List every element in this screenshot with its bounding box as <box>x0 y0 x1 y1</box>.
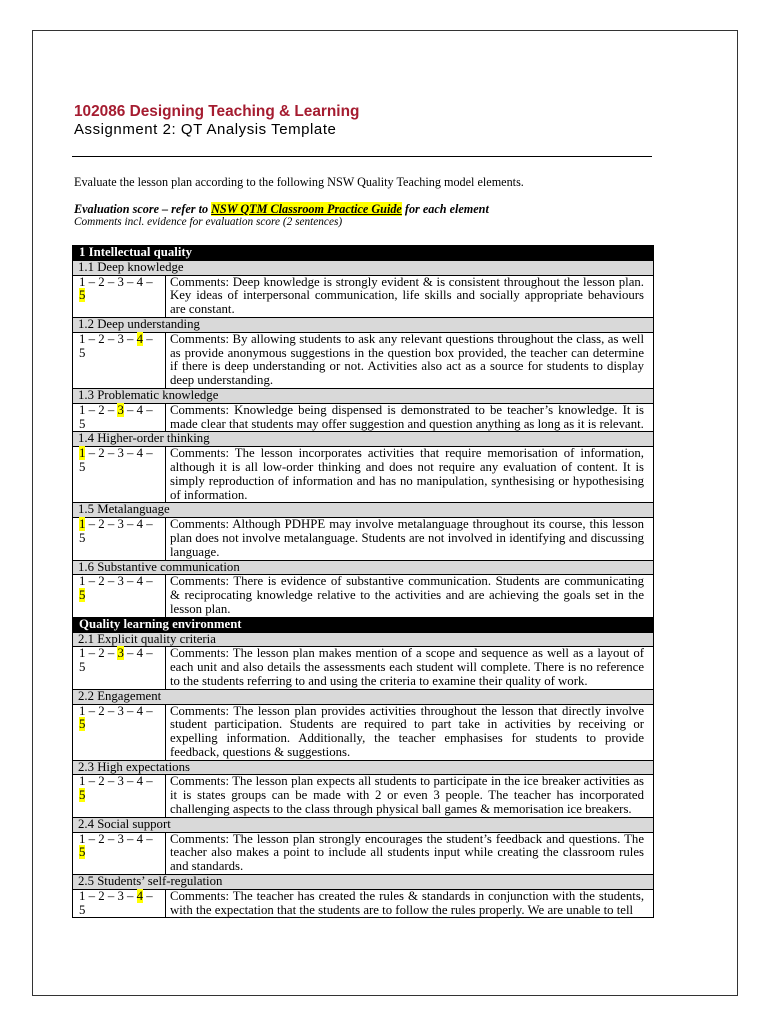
score-scale <box>73 518 166 560</box>
score-separator: – <box>146 774 153 789</box>
criterion-label: 1.2 Deep understanding <box>73 317 654 332</box>
score-option-1: 1 <box>79 774 86 789</box>
criterion-comment: Comments: The lesson plan makes mention of a scope and sequence as well as a layout of each unit and also details the assessments each student will complete. There is no reference to the students referring to and using the criteria to examine their quality of work. <box>166 647 654 689</box>
criterion-label: 1.5 Metalanguage <box>73 503 654 518</box>
score-separator: – <box>88 446 96 461</box>
score-option-1: 1 <box>79 331 86 346</box>
score-separator: – <box>88 402 96 417</box>
score-option-5: 5 <box>79 288 86 303</box>
score-separator: – <box>107 274 115 289</box>
score-option-5: 5 <box>79 660 86 675</box>
section-header-row <box>73 246 654 261</box>
score-option-4: 4 <box>136 331 144 346</box>
score-scale <box>73 889 166 918</box>
criterion-row <box>73 760 654 775</box>
score-separator: – <box>146 402 153 417</box>
criterion-label: 2.2 Engagement <box>73 689 654 704</box>
score-option-5: 5 <box>79 459 86 474</box>
criterion-comment: Comments: The teacher has created the rules & standards in conjunction with the students, with the expectation that the students are to follow the rules properly. We are unable to tell <box>166 889 654 918</box>
score-option-3: 3 <box>117 331 124 346</box>
score-option-2: 2 <box>98 831 105 846</box>
score-option-3: 3 <box>117 274 124 289</box>
criterion-comment: Comments: Although PDHPE may involve metalanguage throughout its course, this lesson plan does not involve metalanguage. Students are not involved in identifying and discussing language. <box>166 518 654 560</box>
score-option-1: 1 <box>79 517 86 532</box>
score-option-3: 3 <box>117 646 124 661</box>
score-separator: – <box>146 646 153 661</box>
score-separator: – <box>88 517 96 532</box>
score-option-2: 2 <box>98 574 105 589</box>
score-option-4: 4 <box>136 517 144 532</box>
score-separator: – <box>127 574 134 589</box>
score-option-1: 1 <box>79 703 86 718</box>
score-option-5: 5 <box>79 788 86 803</box>
score-option-2: 2 <box>98 646 105 661</box>
criterion-comment: Comments: The lesson incorporates activities that require memorisation of information, although it is all low-order thinking and does not require any evaluation of content. It is simply reproduction of information and has no manipulation, synthesising or hypothesising of information. <box>166 447 654 503</box>
evaluation-score-instruction <box>74 202 489 216</box>
criterion-comment: Comments: The lesson plan strongly encourages the student’s feedback and questions. The teacher also makes a point to include all students input while creating the classroom rules and standards. <box>166 832 654 874</box>
score-option-3: 3 <box>117 402 124 417</box>
score-option-5: 5 <box>79 416 86 431</box>
score-separator: – <box>88 274 96 289</box>
score-separator: – <box>146 703 153 718</box>
score-separator: – <box>127 274 134 289</box>
criterion-row <box>73 317 654 332</box>
score-separator: – <box>107 646 115 661</box>
score-scale <box>73 447 166 503</box>
score-option-5: 5 <box>79 588 86 603</box>
document-subtitle: Assignment 2: QT Analysis Template <box>74 121 337 138</box>
score-option-5: 5 <box>79 845 86 860</box>
criterion-evaluation-row <box>73 647 654 689</box>
criterion-comment: Comments: The lesson plan expects all students to participate in the ice breaker activities as it is states groups can be made with 2 or even 3 people. The teacher has incorporated challenging aspects to the class through physical ball games & memorisation ice breakers. <box>166 775 654 817</box>
document-title: 102086 Designing Teaching & Learning <box>74 103 360 120</box>
score-separator: – <box>107 888 115 903</box>
score-option-4: 4 <box>136 446 144 461</box>
score-scale <box>73 275 166 317</box>
score-scale <box>73 647 166 689</box>
criterion-label: 2.1 Explicit quality criteria <box>73 632 654 647</box>
score-option-2: 2 <box>98 446 105 461</box>
score-option-5: 5 <box>79 530 86 545</box>
score-separator: – <box>88 574 96 589</box>
score-separator: – <box>146 574 153 589</box>
score-separator: – <box>146 274 153 289</box>
score-option-2: 2 <box>98 703 105 718</box>
criterion-label: 2.4 Social support <box>73 817 654 832</box>
score-option-1: 1 <box>79 402 86 417</box>
score-option-1: 1 <box>79 574 86 589</box>
score-option-4: 4 <box>136 274 144 289</box>
score-separator: – <box>107 517 115 532</box>
criterion-row <box>73 260 654 275</box>
score-option-1: 1 <box>79 274 86 289</box>
criterion-evaluation-row <box>73 275 654 317</box>
score-scale <box>73 775 166 817</box>
criterion-evaluation-row <box>73 332 654 388</box>
criterion-evaluation-row <box>73 403 654 432</box>
score-option-3: 3 <box>117 703 124 718</box>
criterion-evaluation-row <box>73 832 654 874</box>
score-separator: – <box>107 574 115 589</box>
score-option-4: 4 <box>136 402 144 417</box>
title-divider <box>72 156 652 157</box>
score-option-3: 3 <box>117 774 124 789</box>
score-instruction-suffix: for each element <box>404 202 489 216</box>
score-separator: – <box>127 446 134 461</box>
criterion-row <box>73 689 654 704</box>
criterion-row <box>73 817 654 832</box>
score-separator: – <box>146 517 153 532</box>
criterion-comment: Comments: There is evidence of substantive communication. Students are communicating & reciprocating knowledge relative to the activities and are achieving the goals set in the lesson plan. <box>166 575 654 617</box>
score-separator: – <box>88 646 96 661</box>
criterion-row <box>73 503 654 518</box>
score-option-3: 3 <box>117 446 124 461</box>
score-option-5: 5 <box>79 717 86 732</box>
score-scale <box>73 832 166 874</box>
score-option-4: 4 <box>136 703 144 718</box>
criterion-evaluation-row <box>73 575 654 617</box>
score-separator: – <box>107 703 115 718</box>
score-option-4: 4 <box>136 831 144 846</box>
score-instruction-prefix: Evaluation score – refer to <box>74 202 209 216</box>
score-option-5: 5 <box>79 345 86 360</box>
criterion-comment: Comments: Knowledge being dispensed is demonstrated to be teacher’s knowledge. It is made clear that students may offer suggestion and question anything as long as it is relevant. <box>166 403 654 432</box>
score-option-2: 2 <box>98 888 105 903</box>
score-scale <box>73 575 166 617</box>
comments-note: Comments incl. evidence for evaluation score (2 sentences) <box>74 216 343 228</box>
criterion-comment: Comments: Deep knowledge is strongly evident & is consistent throughout the lesson plan. Key ideas of interpersonal communication, life skills and socially appropriate behaviours are constant. <box>166 275 654 317</box>
score-separator: – <box>127 402 134 417</box>
score-option-2: 2 <box>98 517 105 532</box>
score-scale <box>73 332 166 388</box>
score-option-2: 2 <box>98 774 105 789</box>
criterion-row <box>73 432 654 447</box>
criterion-label: 2.5 Students’ self-regulation <box>73 875 654 890</box>
score-scale <box>73 704 166 760</box>
criterion-label: 1.4 Higher-order thinking <box>73 432 654 447</box>
score-separator: – <box>107 831 115 846</box>
section-header-row <box>73 617 654 632</box>
score-option-4: 4 <box>136 888 144 903</box>
criterion-label: 1.1 Deep knowledge <box>73 260 654 275</box>
score-separator: – <box>107 774 115 789</box>
score-option-2: 2 <box>98 402 105 417</box>
criterion-evaluation-row <box>73 447 654 503</box>
criterion-label: 1.6 Substantive communication <box>73 560 654 575</box>
criterion-row <box>73 388 654 403</box>
criterion-evaluation-row <box>73 704 654 760</box>
score-scale <box>73 403 166 432</box>
criterion-evaluation-row <box>73 518 654 560</box>
score-option-4: 4 <box>136 774 144 789</box>
criterion-evaluation-row <box>73 775 654 817</box>
criterion-evaluation-row <box>73 889 654 918</box>
score-option-3: 3 <box>117 517 124 532</box>
criterion-label: 1.3 Problematic knowledge <box>73 388 654 403</box>
criterion-row <box>73 560 654 575</box>
score-separator: – <box>127 703 134 718</box>
score-separator: – <box>88 703 96 718</box>
classroom-practice-guide-reference: NSW QTM Classroom Practice Guide <box>211 202 402 216</box>
section-title: Quality learning environment <box>73 617 654 632</box>
score-separator: – <box>127 831 134 846</box>
score-separator: – <box>88 831 96 846</box>
section-title: 1 Intellectual quality <box>73 246 654 261</box>
score-separator: – <box>127 646 134 661</box>
score-option-1: 1 <box>79 888 86 903</box>
score-separator: – <box>146 888 153 903</box>
score-option-3: 3 <box>117 831 124 846</box>
score-separator: – <box>88 331 96 346</box>
qt-analysis-table-body <box>73 246 654 918</box>
score-separator: – <box>88 774 96 789</box>
score-separator: – <box>127 331 134 346</box>
score-separator: – <box>127 774 134 789</box>
criterion-comment: Comments: By allowing students to ask any relevant questions throughout the class, as well as provide anonymous suggestions in the question box provided, the teacher can determine if there is deep understanding or not. Activities also act as a source for students to display deep understanding. <box>166 332 654 388</box>
criterion-comment: Comments: The lesson plan provides activities throughout the lesson that directly involve student participation. Students are required to part take in activities by receiving or expelling information. Additionally, the teacher emphasises for students to provide feedback, questions & suggestions. <box>166 704 654 760</box>
score-option-1: 1 <box>79 831 86 846</box>
qt-analysis-table <box>72 245 654 918</box>
criterion-row <box>73 632 654 647</box>
score-option-4: 4 <box>136 646 144 661</box>
score-separator: – <box>127 888 134 903</box>
score-separator: – <box>107 331 115 346</box>
score-option-4: 4 <box>136 574 144 589</box>
score-option-2: 2 <box>98 331 105 346</box>
score-option-1: 1 <box>79 446 86 461</box>
score-separator: – <box>146 331 153 346</box>
score-separator: – <box>127 517 134 532</box>
score-option-2: 2 <box>98 274 105 289</box>
evaluation-instruction: Evaluate the lesson plan according to the following NSW Quality Teaching model elements. <box>74 175 524 189</box>
score-separator: – <box>88 888 96 903</box>
score-separator: – <box>146 446 153 461</box>
score-option-5: 5 <box>79 902 86 917</box>
score-separator: – <box>146 831 153 846</box>
criterion-row <box>73 875 654 890</box>
score-option-3: 3 <box>117 888 124 903</box>
criterion-label: 2.3 High expectations <box>73 760 654 775</box>
score-separator: – <box>107 402 115 417</box>
score-option-3: 3 <box>117 574 124 589</box>
score-separator: – <box>107 446 115 461</box>
score-option-1: 1 <box>79 646 86 661</box>
